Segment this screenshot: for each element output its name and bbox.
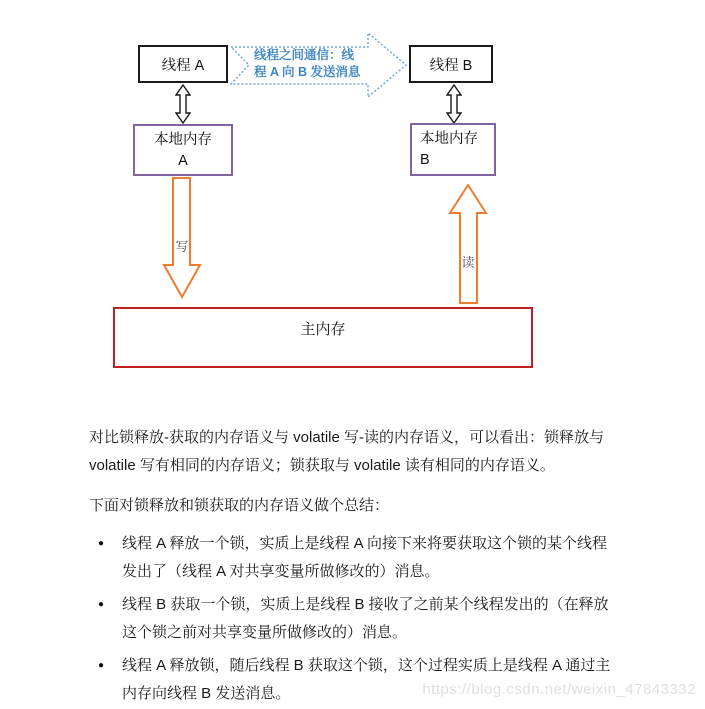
communication-caption-line2: 程 A 向 B 发送消息: [254, 65, 361, 79]
communication-arrow-caption: [254, 47, 372, 81]
paragraph-summary-intro: 下面对锁释放和锁获取的内存语义做个总结：: [89, 497, 390, 514]
csdn-watermark: https://blog.csdn.net/weixin_47843332: [422, 681, 696, 698]
double-arrow-b-icon: [446, 84, 462, 124]
paragraph-compare-semantics: 对比锁释放-获取的内存语义与 volatile 写-读的内存语义，可以看出：锁释放与 volatile 写有相同的内存语义；锁获取与 volatile 读有相同的内存语义。: [89, 429, 605, 474]
local-memory-b-box: [410, 123, 496, 176]
local-memory-b-letter: B: [420, 152, 430, 168]
list-item: [89, 591, 613, 647]
read-label: 读: [461, 255, 475, 270]
local-memory-b-label: 本地内存: [420, 131, 478, 147]
communication-caption-line1: 线程之间通信：线: [254, 48, 355, 62]
bullet-text-release: 线程 A 释放一个锁，实质上是线程 A 向接下来将要获取这个锁的某个线程发出了（线程 A 对共享变量所做修改的）消息。: [122, 535, 608, 580]
article-body: [89, 424, 613, 709]
list-item: [89, 530, 613, 586]
write-label: 写: [175, 239, 189, 254]
thread-a-label: 线程 A: [161, 57, 205, 74]
main-memory-box: [113, 307, 533, 368]
local-memory-a-label: 本地内存: [154, 132, 212, 148]
double-arrow-a-icon: [175, 84, 191, 124]
list-item: [89, 652, 613, 708]
local-memory-a-box: [133, 124, 233, 176]
thread-a-box: [138, 45, 228, 83]
read-arrow-icon: [448, 184, 488, 304]
bullet-icon: ●: [98, 660, 105, 671]
main-memory-label: 主内存: [300, 321, 346, 338]
thread-b-label: 线程 B: [429, 57, 473, 74]
bullet-icon: ●: [98, 538, 105, 549]
thread-b-box: [409, 45, 493, 83]
bullet-icon: ●: [98, 599, 105, 610]
bullet-text-acquire: 线程 B 获取一个锁，实质上是线程 B 接收了之前某个线程发出的（在释放这个锁之前对共享变量所做修改的）消息。: [122, 596, 609, 641]
bullet-text-release-acquire: 线程 A 释放锁，随后线程 B 获取这个锁，这个过程实质上是线程 A 通过主内存向线程 B 发送消息。: [122, 657, 611, 702]
local-memory-a-letter: A: [178, 153, 188, 169]
